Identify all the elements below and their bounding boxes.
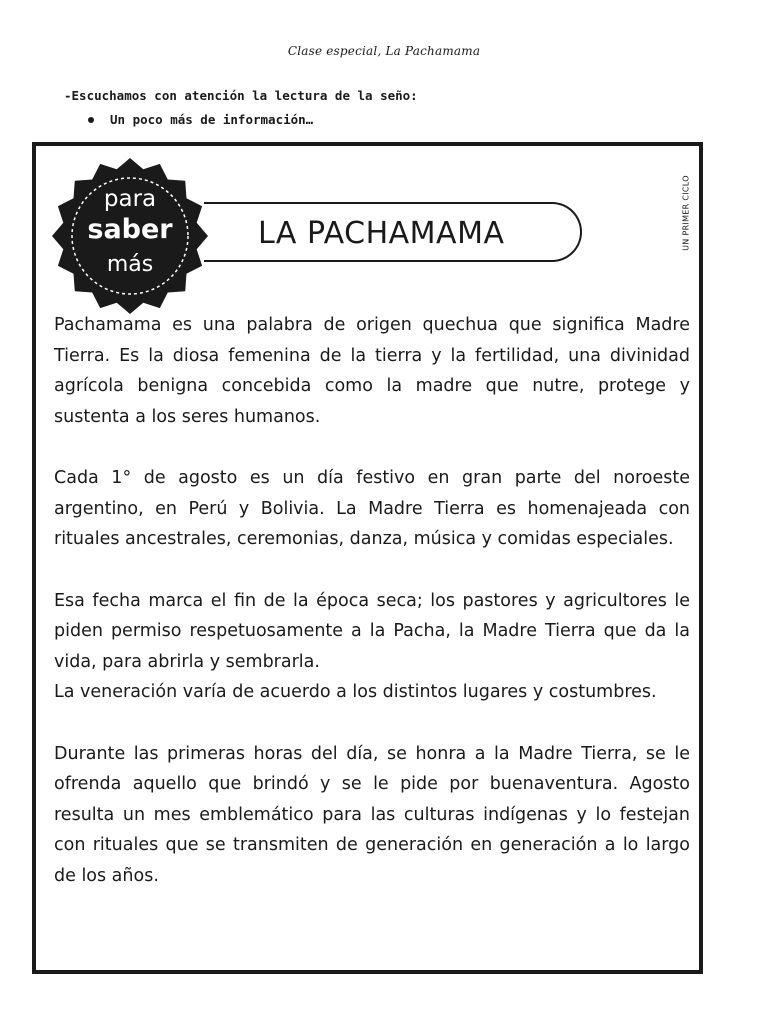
badge-label [50, 156, 210, 316]
badge-line-2: saber [87, 214, 173, 245]
info-card [32, 142, 703, 974]
paragraph-3: Esa fecha marca el fin de la época seca; los pastores y agricultores le piden permiso respetuosamente a la Pacha, la Madre Tierra que da la vida, para abrirla y sembrarla. [54, 590, 690, 672]
side-credit-text: UN PRIMER CICLO [681, 175, 691, 251]
bullet-item [88, 112, 313, 127]
intro-instruction: -Escuchamos con atención la lectura de la seño: [64, 88, 418, 103]
bullet-item-text: Un poco más de información… [110, 112, 314, 127]
paragraph-5: Durante las primeras horas del día, se honra a la Madre Tierra, se le ofrenda aquello que brindó y se le pide por buenaventura. Agosto resulta un mes emblemático para las culturas indígenas y lo festejan con rituales que se transmiten de generación en generación a lo largo de los años. [54, 743, 690, 886]
article-body [54, 310, 690, 922]
document-title: Clase especial, La Pachamama [287, 44, 481, 58]
side-credit [679, 168, 693, 258]
badge-line-3: más [106, 252, 154, 277]
badge-line-1: para [103, 186, 157, 212]
paragraph-2: Cada 1° de agosto es un día festivo en gran parte del noroeste argentino, en Perú y Bolivia. La Madre Tierra es homenajeada con rituales ancestrales, ceremonias, danza, música y comidas especiales. [54, 468, 690, 549]
paragraph-4: La veneración varía de acuerdo a los distintos lugares y costumbres. [54, 682, 657, 702]
banner-title: LA PACHAMAMA [258, 216, 505, 251]
bullet-dot-icon [88, 117, 94, 123]
paragraph-1: Pachamama es una palabra de origen quechua que significa Madre Tierra. Es la diosa femenina de la tierra y la fertilidad, una divinidad agrícola benigna concebida como la madre que nutre, protege y sustenta a los seres humanos. [54, 315, 690, 427]
